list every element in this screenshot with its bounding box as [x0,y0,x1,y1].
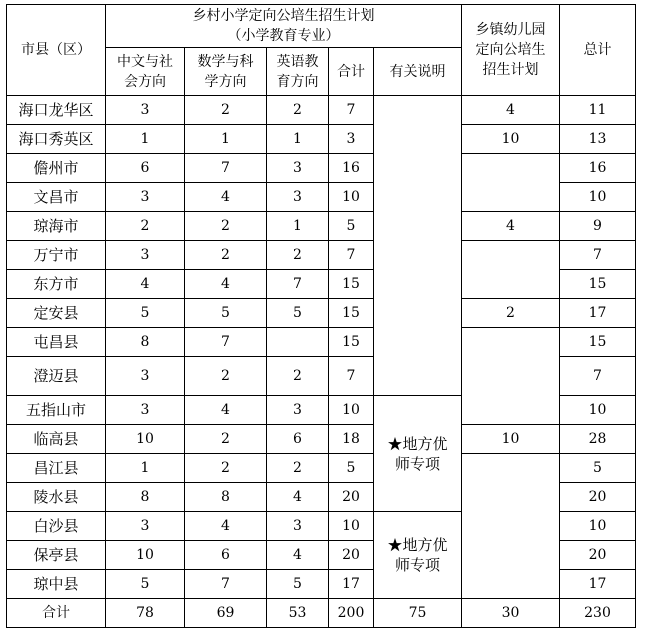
table-row [7,154,636,183]
subtotal-cell: 17 [329,570,374,599]
table-row [7,125,636,154]
math-cell: 7 [185,154,267,183]
grand-total-cell: 10 [560,183,636,212]
subtotal-cell: 5 [329,454,374,483]
chinese-cell: 5 [106,570,185,599]
english-cell: 2 [267,96,329,125]
english-cell: 1 [267,125,329,154]
math-cell: 4 [185,396,267,425]
subtotal-cell: 7 [329,357,374,396]
totals-grand: 230 [560,599,636,628]
grand-total-cell: 7 [560,357,636,396]
city-cell: 儋州市 [7,154,106,183]
city-cell: 定安县 [7,299,106,328]
grand-total-cell: 15 [560,270,636,299]
table-row [7,96,636,125]
math-cell: 2 [185,96,267,125]
city-cell: 万宁市 [7,241,106,270]
header-subtotal: 合计 [329,48,374,96]
kindergarten-cell: 4 [462,212,560,241]
city-cell: 保亭县 [7,541,106,570]
chinese-cell: 3 [106,96,185,125]
grand-total-cell: 17 [560,570,636,599]
math-cell: 2 [185,425,267,454]
header-rural-primary: 乡村小学定向公培生招生计划 （小学教育专业） [106,5,462,48]
grand-total-cell: 15 [560,328,636,357]
chinese-cell: 4 [106,270,185,299]
math-cell: 2 [185,454,267,483]
math-cell: 8 [185,483,267,512]
table-row [7,454,636,483]
chinese-cell: 5 [106,299,185,328]
city-cell: 临高县 [7,425,106,454]
chinese-cell: 10 [106,425,185,454]
subtotal-cell: 20 [329,483,374,512]
grand-total-cell: 9 [560,212,636,241]
kindergarten-cell: 2 [462,299,560,328]
english-cell: 4 [267,483,329,512]
english-cell: 5 [267,570,329,599]
totals-english: 53 [267,599,329,628]
city-cell: 白沙县 [7,512,106,541]
header-grand-total: 总计 [560,5,636,96]
chinese-cell: 8 [106,483,185,512]
kindergarten-cell [462,241,560,299]
grand-total-cell: 17 [560,299,636,328]
english-cell: 4 [267,541,329,570]
subtotal-cell: 15 [329,270,374,299]
chinese-cell: 3 [106,183,185,212]
english-cell: 3 [267,396,329,425]
table-row [7,425,636,454]
math-cell: 4 [185,183,267,212]
city-cell: 屯昌县 [7,328,106,357]
math-cell: 4 [185,512,267,541]
table-row [7,328,636,357]
kindergarten-cell: 10 [462,425,560,454]
english-cell: 3 [267,183,329,212]
subtotal-cell: 5 [329,212,374,241]
english-cell: 1 [267,212,329,241]
math-cell: 1 [185,125,267,154]
city-cell: 东方市 [7,270,106,299]
subtotal-cell: 10 [329,512,374,541]
math-cell: 5 [185,299,267,328]
subtotal-cell: 20 [329,541,374,570]
kindergarten-cell: 10 [462,125,560,154]
chinese-cell: 8 [106,328,185,357]
subtotal-cell: 15 [329,328,374,357]
grand-total-cell: 5 [560,454,636,483]
header-chinese: 中文与社 会方向 [106,48,185,96]
header-city: 市县（区） [7,5,106,96]
notes-group-b: ★地方优 师专项 [374,512,462,599]
enrollment-plan-table [6,4,636,628]
subtotal-cell: 7 [329,96,374,125]
grand-total-cell: 10 [560,396,636,425]
subtotal-cell: 15 [329,299,374,328]
english-cell: 3 [267,512,329,541]
math-cell: 2 [185,212,267,241]
table-row [7,299,636,328]
totals-math: 69 [185,599,267,628]
chinese-cell: 3 [106,241,185,270]
english-cell [267,328,329,357]
subtotal-cell: 18 [329,425,374,454]
city-cell: 海口龙华区 [7,96,106,125]
grand-total-cell: 28 [560,425,636,454]
english-cell: 5 [267,299,329,328]
english-cell: 2 [267,241,329,270]
subtotal-cell: 16 [329,154,374,183]
grand-total-cell: 16 [560,154,636,183]
grand-total-cell: 20 [560,541,636,570]
english-cell: 7 [267,270,329,299]
notes-blank-group [374,96,462,396]
city-cell: 文昌市 [7,183,106,212]
subtotal-cell: 3 [329,125,374,154]
header-english: 英语教 育方向 [267,48,329,96]
english-cell: 6 [267,425,329,454]
chinese-cell: 1 [106,125,185,154]
city-cell: 琼海市 [7,212,106,241]
city-cell: 海口秀英区 [7,125,106,154]
grand-total-cell: 7 [560,241,636,270]
totals-kindergarten: 30 [462,599,560,628]
chinese-cell: 10 [106,541,185,570]
city-cell: 陵水县 [7,483,106,512]
table-row [7,212,636,241]
header-kindergarten: 乡镇幼儿园 定向公培生 招生计划 [462,5,560,96]
kindergarten-cell: 4 [462,96,560,125]
header-math: 数学与科 学方向 [185,48,267,96]
english-cell: 3 [267,154,329,183]
english-cell: 2 [267,454,329,483]
kindergarten-cell [462,328,560,425]
kindergarten-cell [462,454,560,599]
totals-notes: 75 [374,599,462,628]
chinese-cell: 1 [106,454,185,483]
chinese-cell: 2 [106,212,185,241]
city-cell: 澄迈县 [7,357,106,396]
math-cell: 2 [185,241,267,270]
grand-total-cell: 11 [560,96,636,125]
chinese-cell: 6 [106,154,185,183]
math-cell: 7 [185,328,267,357]
totals-row [7,599,636,628]
english-cell: 2 [267,357,329,396]
city-cell: 琼中县 [7,570,106,599]
table-row [7,241,636,270]
math-cell: 2 [185,357,267,396]
header-notes: 有关说明 [374,48,462,96]
subtotal-cell: 10 [329,183,374,212]
totals-label: 合计 [7,599,106,628]
city-cell: 五指山市 [7,396,106,425]
totals-subtotal: 200 [329,599,374,628]
chinese-cell: 3 [106,512,185,541]
grand-total-cell: 20 [560,483,636,512]
grand-total-cell: 10 [560,512,636,541]
notes-group-a: ★地方优 师专项 [374,396,462,512]
grand-total-cell: 13 [560,125,636,154]
city-cell: 昌江县 [7,454,106,483]
math-cell: 6 [185,541,267,570]
totals-chinese: 78 [106,599,185,628]
math-cell: 4 [185,270,267,299]
subtotal-cell: 10 [329,396,374,425]
chinese-cell: 3 [106,396,185,425]
math-cell: 7 [185,570,267,599]
chinese-cell: 3 [106,357,185,396]
kindergarten-cell [462,154,560,212]
subtotal-cell: 7 [329,241,374,270]
